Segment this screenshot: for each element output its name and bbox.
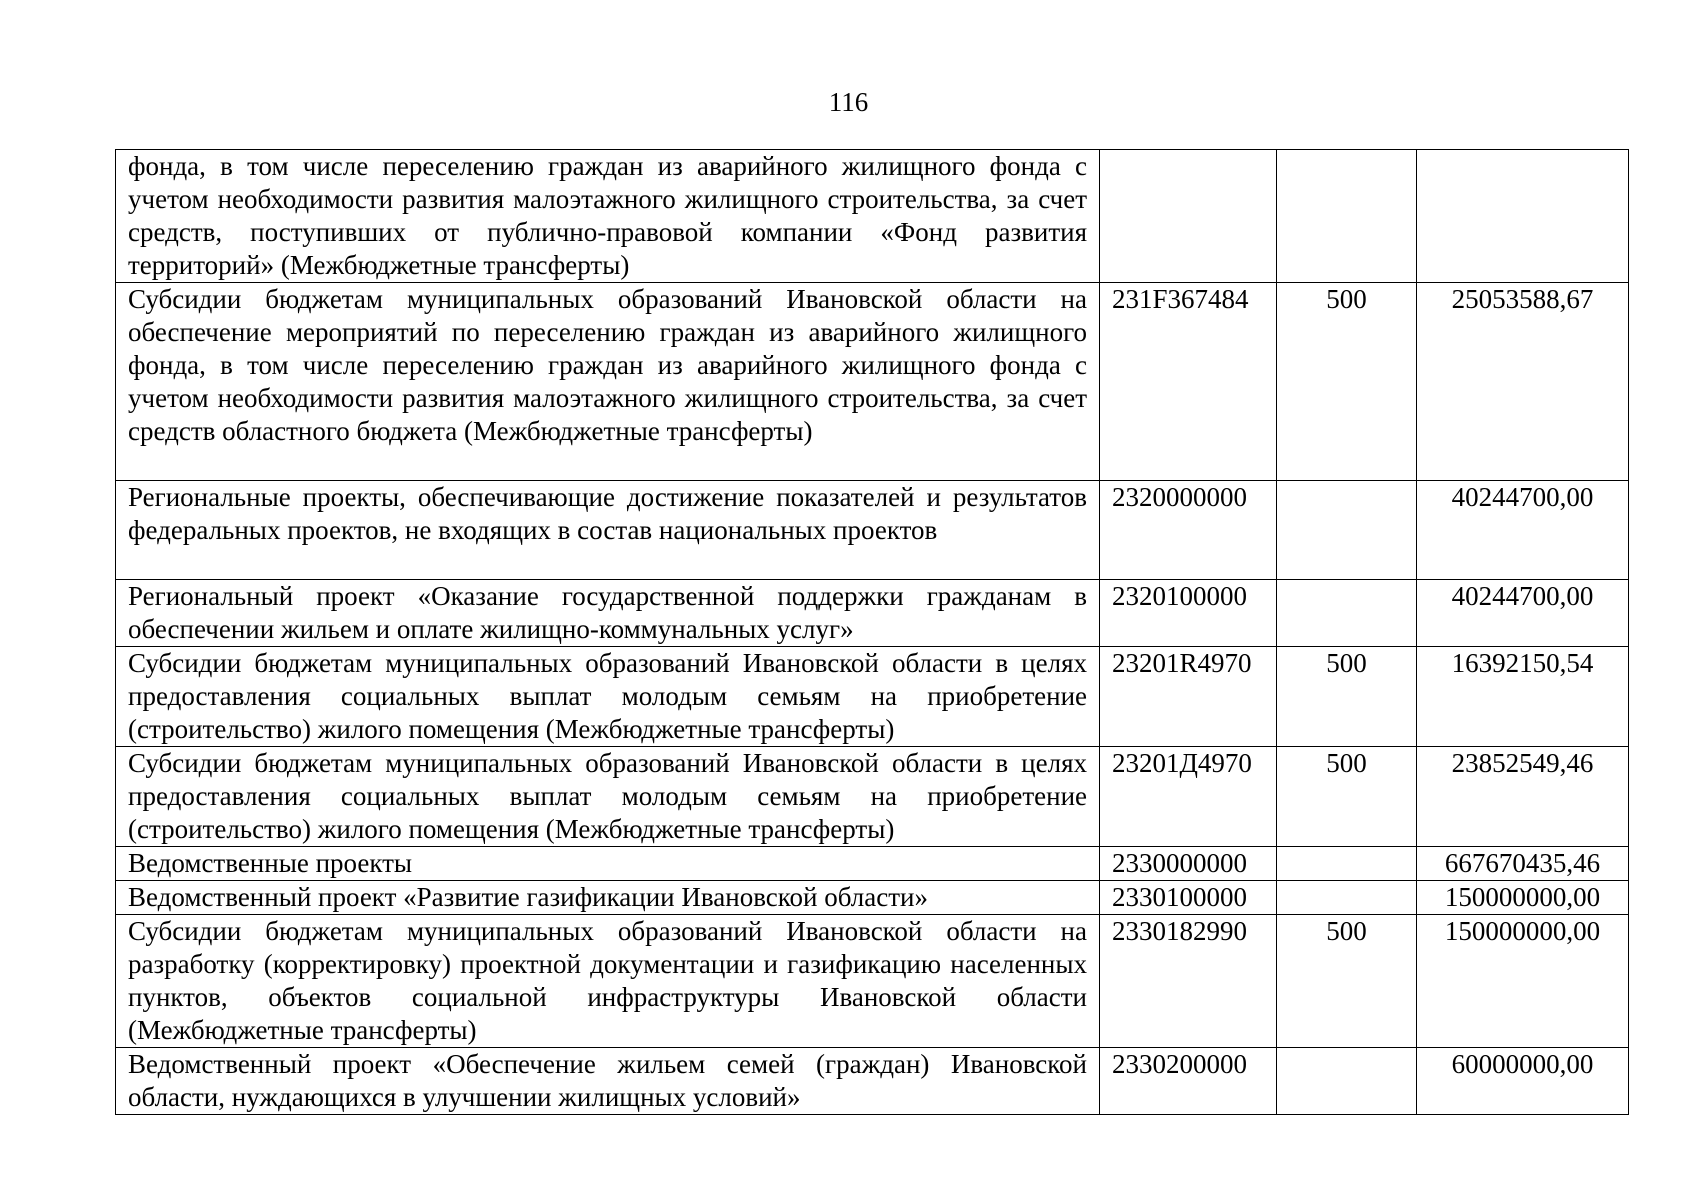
row-sum-cell: 40244700,00 (1417, 481, 1629, 580)
row-sum-cell: 150000000,00 (1417, 915, 1629, 1048)
row-sum-cell (1417, 150, 1629, 283)
row-code-cell: 2330100000 (1100, 881, 1277, 915)
row-vr-cell (1277, 881, 1417, 915)
row-vr-cell (1277, 150, 1417, 283)
row-vr-cell: 500 (1277, 283, 1417, 481)
row-sum-cell: 23852549,46 (1417, 747, 1629, 847)
row-code-cell: 2330182990 (1100, 915, 1277, 1048)
row-vr-cell: 500 (1277, 747, 1417, 847)
row-name-cell: Субсидии бюджетам муниципальных образований Ивановской области в целях предоставления социальных выплат молодым семьям на приобретение (строительство) жилого помещения (Межбюджетные трансферты) (116, 747, 1100, 847)
row-code-cell: 2330200000 (1100, 1048, 1277, 1115)
row-vr-cell: 500 (1277, 647, 1417, 747)
row-code-cell: 2320000000 (1100, 481, 1277, 580)
row-sum-cell: 150000000,00 (1417, 881, 1629, 915)
row-name-cell: Ведомственный проект «Развитие газификации Ивановской области» (116, 881, 1100, 915)
row-name-cell: Региональный проект «Оказание государственной поддержки гражданам в обеспечении жильем и оплате жилищно-коммунальных услуг» (116, 580, 1100, 647)
row-vr-cell (1277, 1048, 1417, 1115)
row-code-cell: 2330000000 (1100, 847, 1277, 881)
row-vr-cell: 500 (1277, 915, 1417, 1048)
row-name-cell: Субсидии бюджетам муниципальных образований Ивановской области на разработку (корректировку) проектной документации и газификацию населенных пунктов, объектов социальной инфраструктуры Ивановской области (Межбюджетные трансферты) (116, 915, 1100, 1048)
table-row (116, 647, 1629, 747)
row-sum-cell: 60000000,00 (1417, 1048, 1629, 1115)
table-row (116, 150, 1629, 283)
table-row (116, 915, 1629, 1048)
row-sum-cell: 40244700,00 (1417, 580, 1629, 647)
row-vr-cell (1277, 481, 1417, 580)
row-name-cell: фонда, в том числе переселению граждан из аварийного жилищного фонда с учетом необходимости развития малоэтажного жилищного строительства, за счет средств, поступивших от публично-правовой компании «Фонд развития территорий» (Межбюджетные трансферты) (116, 150, 1100, 283)
row-name-cell: Субсидии бюджетам муниципальных образований Ивановской области в целях предоставления социальных выплат молодым семьям на приобретение (строительство) жилого помещения (Межбюджетные трансферты) (116, 647, 1100, 747)
budget-table (115, 149, 1629, 1115)
row-name-cell: Региональные проекты, обеспечивающие достижение показателей и результатов федеральных проектов, не входящих в состав национальных проектов (116, 481, 1100, 580)
row-sum-cell: 667670435,46 (1417, 847, 1629, 881)
row-name-cell: Субсидии бюджетам муниципальных образований Ивановской области на обеспечение мероприятий по переселению граждан из аварийного жилищного фонда, в том числе переселению граждан из аварийного жилищного фонда с учетом необходимости развития малоэтажного жилищного строительства, за счет средств областного бюджета (Межбюджетные трансферты) (116, 283, 1100, 481)
table-row (116, 881, 1629, 915)
row-code-cell: 231F367484 (1100, 283, 1277, 481)
table-row (116, 481, 1629, 580)
row-code-cell: 23201R4970 (1100, 647, 1277, 747)
table-row (116, 580, 1629, 647)
table-row (116, 1048, 1629, 1115)
row-name-cell: Ведомственные проекты (116, 847, 1100, 881)
table-row (116, 747, 1629, 847)
table-row (116, 847, 1629, 881)
table-row (116, 283, 1629, 481)
row-vr-cell (1277, 580, 1417, 647)
row-sum-cell: 16392150,54 (1417, 647, 1629, 747)
row-vr-cell (1277, 847, 1417, 881)
row-code-cell (1100, 150, 1277, 283)
row-code-cell: 23201Д4970 (1100, 747, 1277, 847)
row-sum-cell: 25053588,67 (1417, 283, 1629, 481)
page-number: 116 (828, 87, 869, 117)
row-name-cell: Ведомственный проект «Обеспечение жильем семей (граждан) Ивановской области, нуждающихся в улучшении жилищных условий» (116, 1048, 1100, 1115)
row-code-cell: 2320100000 (1100, 580, 1277, 647)
